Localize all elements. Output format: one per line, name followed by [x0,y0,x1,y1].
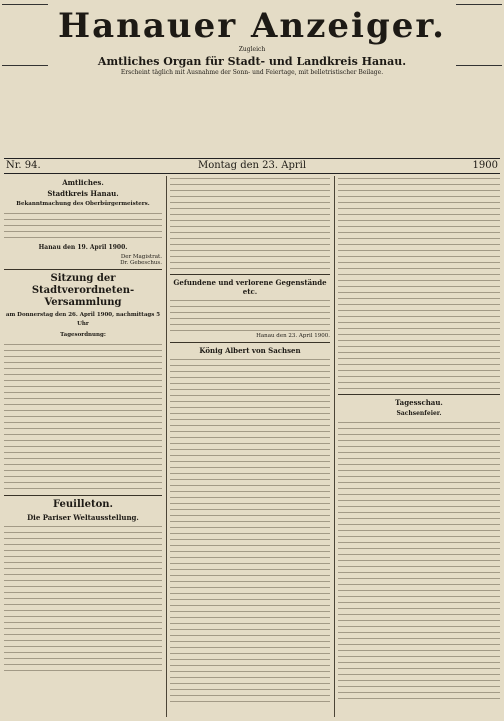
issue-year: 1900 [472,160,498,171]
article-title: Tagesschau. [395,398,443,407]
feuilleton-subtitle: Die Pariser Weltausstellung. [27,513,139,523]
feuilleton-heading: Feuilleton. [53,499,113,511]
subtitle-prefix: Zugleich [238,46,266,53]
agenda-text [4,342,162,492]
notice-signer: Der Magistrat. [120,254,162,260]
newspaper-title: Hanauer Anzeiger. [58,6,446,46]
column-divider [166,176,167,717]
newspaper-subtitle: Amtliches Organ für Stadt- und Landkreis Hanau. [97,55,407,68]
issue-date: Montag den 23. April [197,160,307,171]
column-divider [334,176,335,717]
notice-signer-name: Dr. Gebeschus. [120,260,162,267]
notice-title: Bekanntmachung des Oberbürgermeisters. [16,201,150,207]
article-text [338,176,500,391]
lost-items-text [170,298,330,333]
agenda-title: Tagesordnung: [60,332,106,339]
article-title: König Albert von Sachsen [199,346,301,356]
dateline-bar [4,158,500,174]
issue-number: Nr. 94. [6,160,41,171]
column-3 [338,176,500,700]
section-heading: Amtliches. [62,178,104,187]
list-text [170,176,330,271]
meeting-title: Sitzung der Stadtverordneten-Versammlung [31,273,135,309]
article-text [170,357,330,702]
notice-date: Hanau den 19. April 1900. [38,244,128,251]
masthead [52,6,452,76]
lost-items-date: Hanau den 23. April 1900. [256,333,330,339]
column-1 [4,176,162,674]
masthead-left-info [2,4,48,66]
lost-items-title: Gefundene und verlorene Gegenstände etc. [173,278,327,296]
newspaper-tagline: Erscheint täglich mit Ausnahme der Sonn- und Feiertage, mit belletristischer Beilage. [120,69,384,76]
article-text [338,420,500,700]
section-heading: Stadtkreis Hanau. [47,189,119,198]
meeting-subtitle: am Donnerstag den 26. April 1900, nachmittags 5 Uhr [5,312,161,328]
notice-text [4,211,162,241]
article-subtitle: Sachsenfeier. [396,410,442,417]
column-2 [170,176,330,702]
feuilleton-text [4,524,162,674]
masthead-right-info [456,4,502,66]
